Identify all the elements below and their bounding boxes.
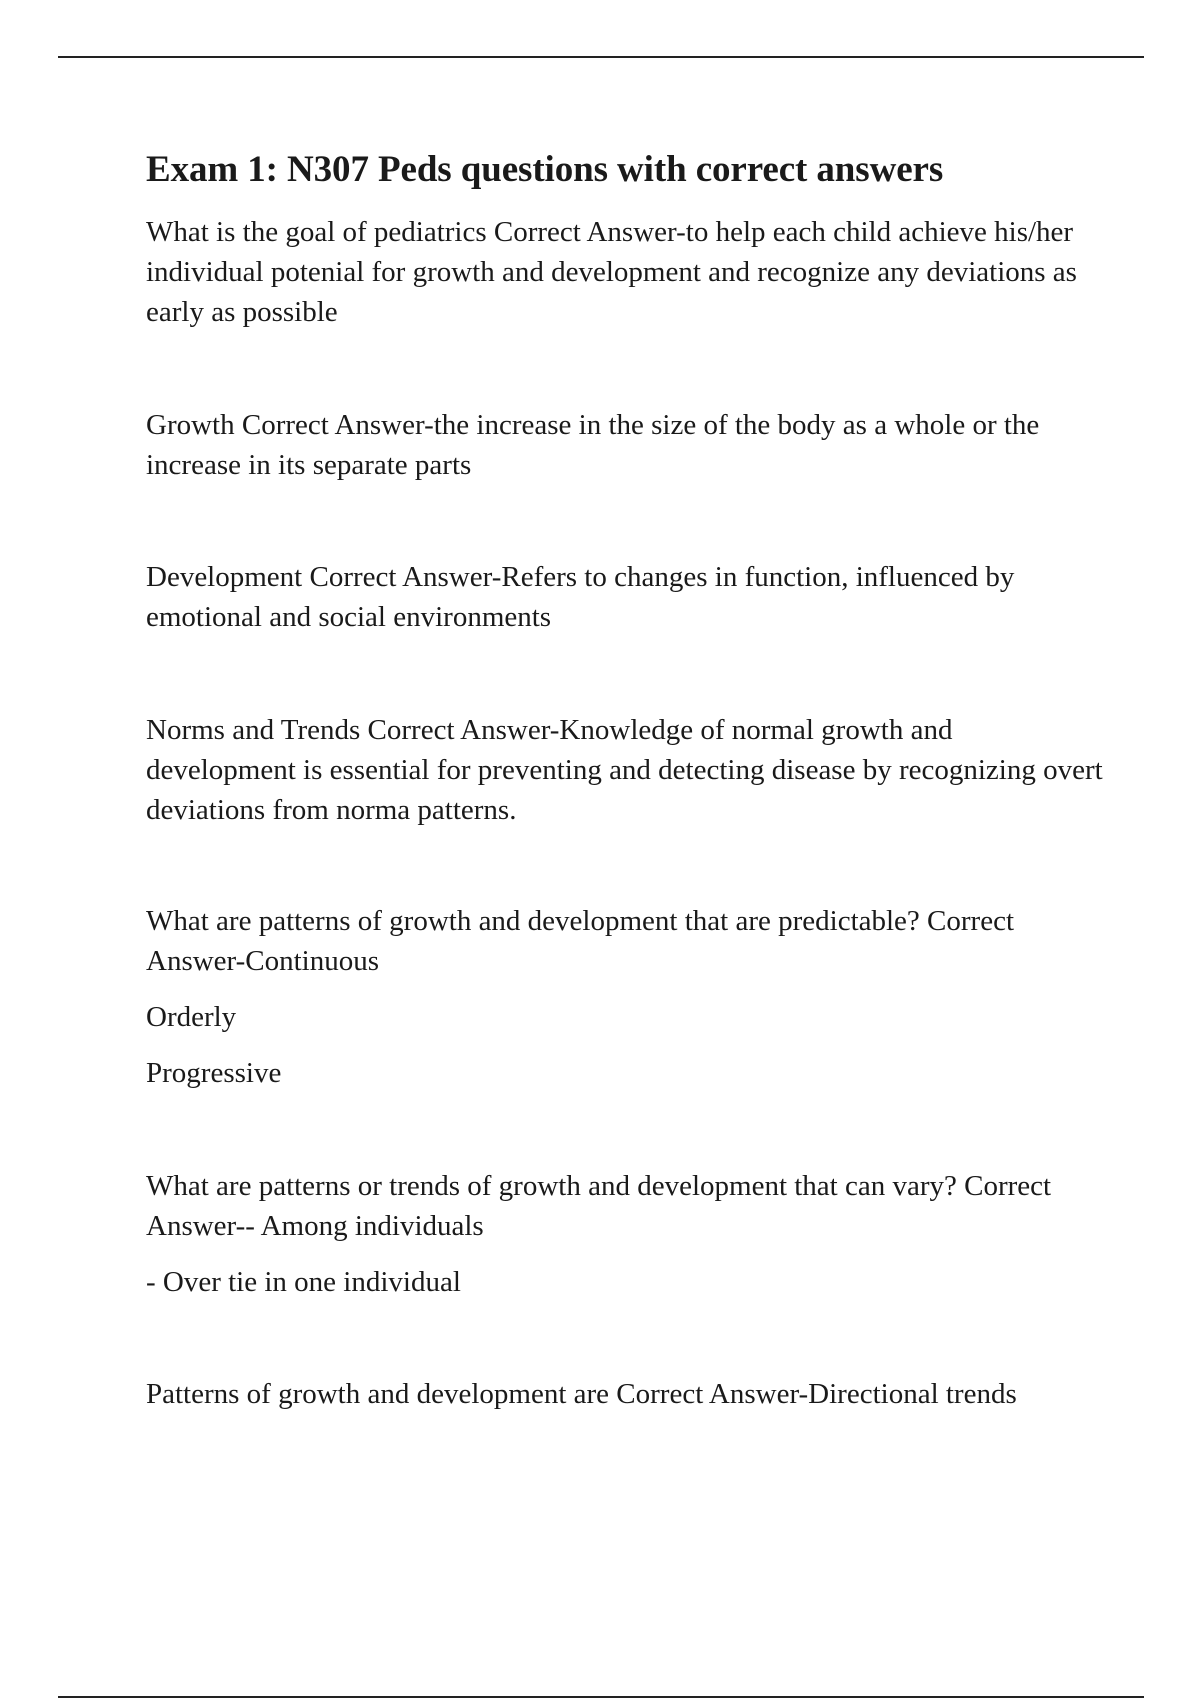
qa-answer-line: Progressive <box>146 1057 282 1089</box>
qa-item <box>146 710 1106 830</box>
qa-text: Development Correct Answer-Refers to changes in function, influenced by emotional and social environments <box>146 561 1015 633</box>
top-divider <box>58 56 1144 58</box>
qa-text: What are patterns or trends of growth and development that can vary? Correct Answer-- Among individuals <box>146 1170 1052 1242</box>
qa-text: Growth Correct Answer-the increase in the size of the body as a whole or the increase in its separate parts <box>146 409 1040 481</box>
qa-item <box>146 901 1106 1093</box>
qa-text: What is the goal of pediatrics Correct Answer-to help each child achieve his/her individual potenial for growth and development and recognize any deviations as early as possible <box>146 216 1077 328</box>
document-title: Exam 1: N307 Peds questions with correct answers <box>146 149 944 190</box>
qa-text: What are patterns of growth and development that are predictable? Correct Answer-Continuous <box>146 905 1015 977</box>
qa-answer-line: Orderly <box>146 1001 237 1033</box>
qa-answer-line: - Over tie in one individual <box>146 1266 461 1298</box>
document-page <box>146 144 1106 1414</box>
qa-text: Norms and Trends Correct Answer-Knowledge of normal growth and development is essential for preventing and detecting disease by recognizing overt deviations from norma patterns. <box>146 714 1103 826</box>
qa-item <box>146 212 1106 332</box>
qa-item <box>146 405 1106 485</box>
qa-item <box>146 1166 1106 1302</box>
qa-item <box>146 1374 1106 1414</box>
qa-text: Patterns of growth and development are Correct Answer-Directional trends <box>146 1378 1017 1410</box>
bottom-divider <box>58 1696 1144 1698</box>
qa-item <box>146 557 1106 637</box>
